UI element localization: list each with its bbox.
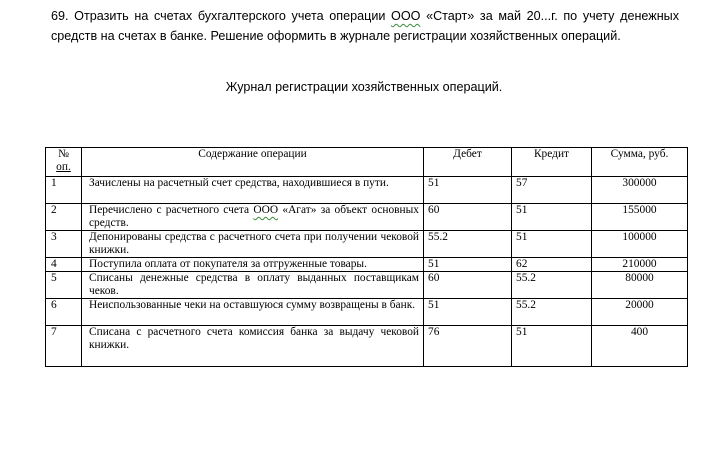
row-debit: 51	[424, 299, 512, 326]
table-row	[46, 272, 688, 299]
row-sum: 400	[592, 326, 688, 367]
row-sum: 80000	[592, 272, 688, 299]
row-description: Поступила оплата от покупателя за отгруженные товары.	[82, 258, 424, 272]
row-credit: 62	[512, 258, 592, 272]
row-credit: 55.2	[512, 272, 592, 299]
table-row	[46, 177, 688, 204]
row-number: 6	[46, 299, 82, 326]
header-description: Содержание операции	[82, 148, 424, 177]
row-sum: 100000	[592, 231, 688, 258]
header-number-abbrev: оп.	[56, 161, 71, 173]
row-debit: 76	[424, 326, 512, 367]
table-row	[46, 231, 688, 258]
row-description-end: «Агат» за объект основных средств.	[89, 204, 419, 229]
task-statement	[51, 6, 679, 46]
row-number: 2	[46, 204, 82, 231]
task-text-start: Отразить на счетах бухгалтерского учета операции	[74, 9, 386, 23]
row-description: Депонированы средства с расчетного счета при получении чековой книжки.	[82, 231, 424, 258]
table-row	[46, 299, 688, 326]
row-description: Списаны денежные средства в оплату выданных поставщикам чеков.	[82, 272, 424, 299]
row-description-start: Перечислено с расчетного счета	[89, 204, 250, 216]
row-credit: 51	[512, 204, 592, 231]
row-description: Списана с расчетного счета комиссия банка за выдачу чековой книжки.	[82, 326, 424, 367]
row-number: 1	[46, 177, 82, 204]
table-header-row	[46, 148, 688, 177]
table-row	[46, 204, 688, 231]
row-debit: 60	[424, 272, 512, 299]
journal-heading: Журнал регистрации хозяйственных операций.	[225, 80, 503, 94]
header-credit: Кредит	[512, 148, 592, 177]
row-debit: 51	[424, 177, 512, 204]
row-debit: 60	[424, 204, 512, 231]
task-number: 69.	[51, 9, 69, 23]
journal-table	[45, 147, 688, 367]
row-description: Зачислены на расчетный счет средства, находившиеся в пути.	[82, 177, 424, 204]
header-debit: Дебет	[424, 148, 512, 177]
task-text-end: «Старт» за май 20...г. по учету денежных средств на счетах в банке. Решение оформить в журнале регистрации хозяйственных операций.	[51, 9, 680, 43]
row-company-abbrev: ООО	[253, 204, 279, 216]
row-number: 4	[46, 258, 82, 272]
row-sum: 300000	[592, 177, 688, 204]
header-sum: Сумма, руб.	[592, 148, 688, 177]
header-number-symbol: №	[58, 148, 69, 160]
row-number: 5	[46, 272, 82, 299]
row-description	[82, 204, 424, 231]
row-description: Неиспользованные чеки на оставшуюся сумму возвращены в банк.	[82, 299, 424, 326]
row-number: 7	[46, 326, 82, 367]
row-sum: 155000	[592, 204, 688, 231]
table-row	[46, 326, 688, 367]
row-sum: 20000	[592, 299, 688, 326]
row-debit: 55.2	[424, 231, 512, 258]
row-credit: 55.2	[512, 299, 592, 326]
row-credit: 51	[512, 231, 592, 258]
row-credit: 51	[512, 326, 592, 367]
company-abbrev: ООО	[391, 9, 421, 23]
row-sum: 210000	[592, 258, 688, 272]
table-row	[46, 258, 688, 272]
row-number: 3	[46, 231, 82, 258]
row-debit: 51	[424, 258, 512, 272]
row-credit: 57	[512, 177, 592, 204]
header-number	[46, 148, 82, 177]
